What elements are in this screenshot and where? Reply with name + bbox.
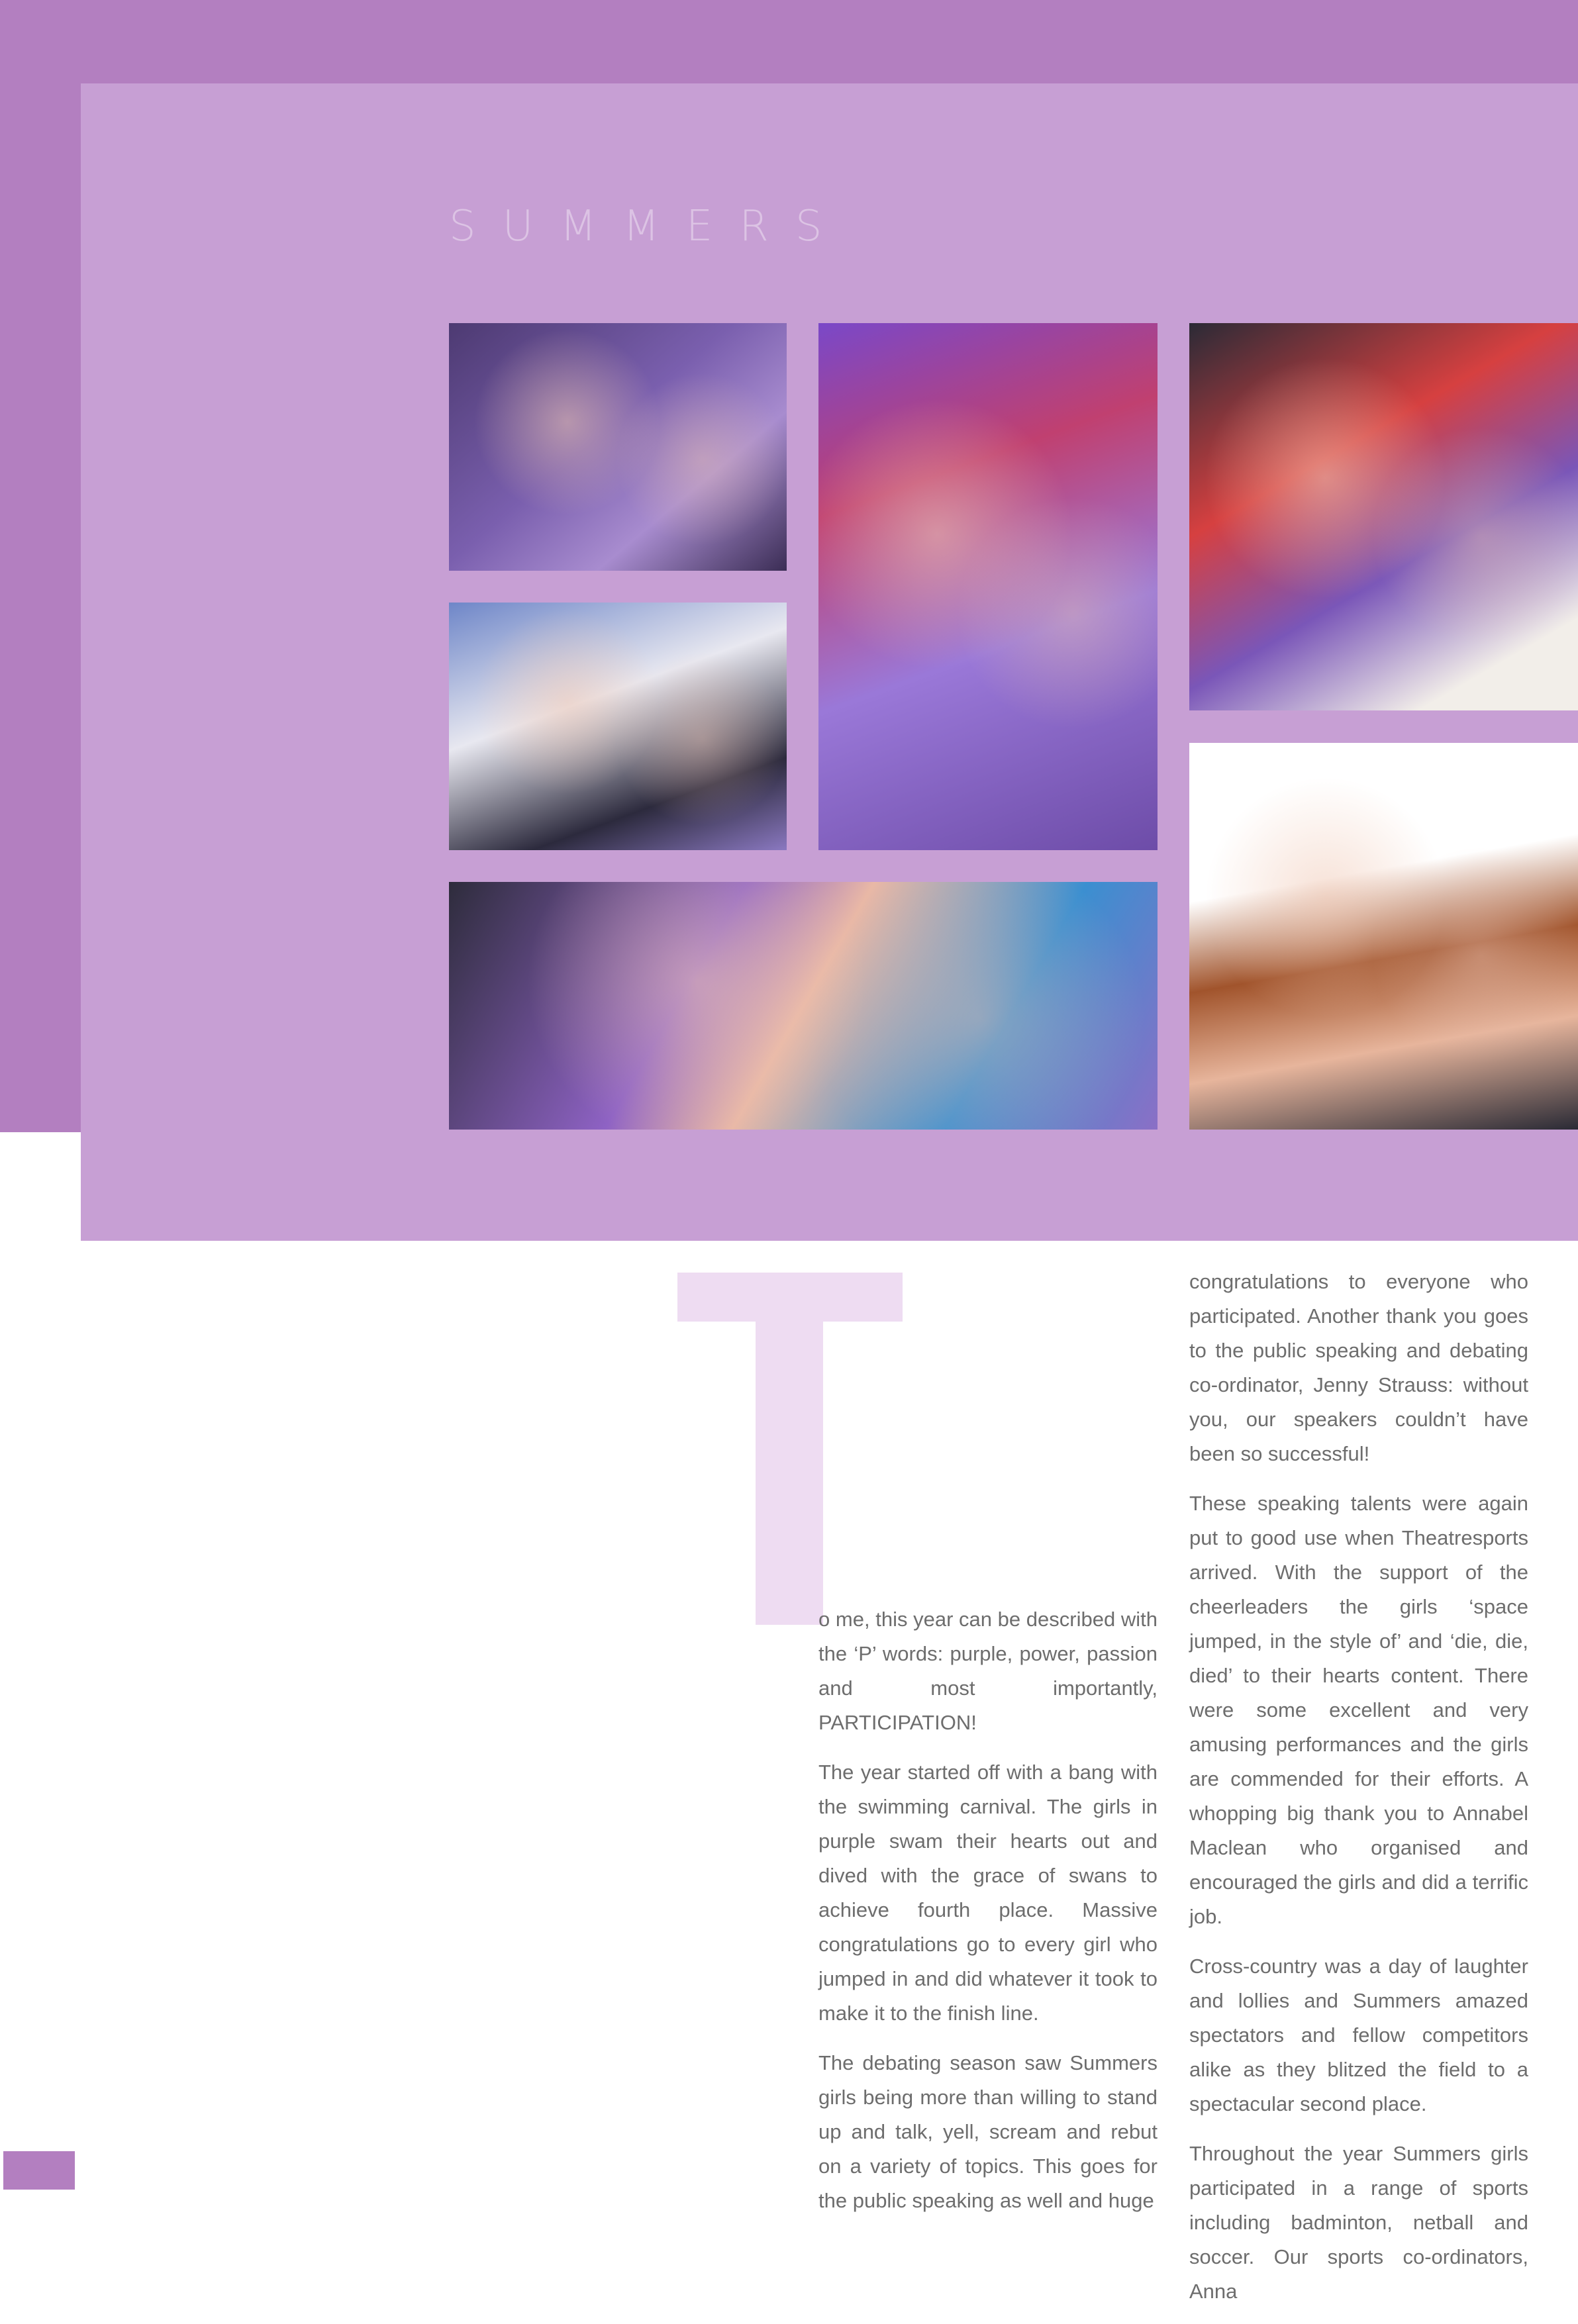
paragraph: These speaking talents were again put to good use when Theatresports arrived. With the support of the cheerleaders the girls ‘space jumped, in the style of’ and ‘die, die, died’ to their hearts content. There were some excellent and very amusing performances and the girls are commended for their efforts. A whopping big thank you to Annabel Maclean who organised and encouraged the girls and did a terrific job. xyxy=(1189,1492,1528,1928)
page-number-marker xyxy=(3,2151,75,2190)
photo-girl-purple-hat xyxy=(818,323,1158,850)
paragraph: The year started off with a bang with the swimming carnival. The girls in purple swam their hearts out and dived with the grace of swans to achieve fourth place. Massive congratulations go to every girl who jumped in and did whatever it took to make it to the finish line. xyxy=(818,1761,1158,2025)
photo-two-girls-hugging xyxy=(1189,743,1578,1130)
paragraph: The debating season saw Summers girls being more than willing to stand up and talk, yell, scream and rebut on a variety of topics. This goes for the public speaking as well and huge xyxy=(818,2051,1158,2212)
paragraph: congratulations to everyone who participated. Another thank you goes to the public speaking and debating co-ordinator, Jenny Strauss: without you, our speakers couldn’t have been so successful! xyxy=(1189,1270,1528,1465)
paragraph: Cross-country was a day of laughter and lollies and Summers amazed spectators and fellow competitors alike as they blitzed the field to a spectacular second place. xyxy=(1189,1955,1528,2115)
paragraph: o me, this year can be described with the ‘P’ words: purple, power, passion and most importantly, PARTICIPATION! xyxy=(818,1608,1158,1734)
photo-girl-with-teddy-bear xyxy=(1189,323,1578,710)
drop-cap-t xyxy=(677,1273,903,1625)
photo-two-smiling-girls-hats xyxy=(449,603,787,850)
photo-two-girls xyxy=(449,323,787,571)
top-color-band xyxy=(0,0,1578,86)
paragraph: Throughout the year Summers girls participated in a range of sports including badminton, netball and soccer. Our sports co-ordinators, Anna xyxy=(1189,2142,1528,2303)
drop-cap-stem xyxy=(756,1322,823,1625)
section-title: SUMMERS xyxy=(449,202,849,251)
left-color-band xyxy=(0,0,81,1132)
article-column-1 xyxy=(818,1602,1158,2233)
article-column-2 xyxy=(1189,1265,1528,2324)
drop-cap-bar xyxy=(677,1273,903,1322)
photo-group-star-glasses xyxy=(449,882,1158,1130)
